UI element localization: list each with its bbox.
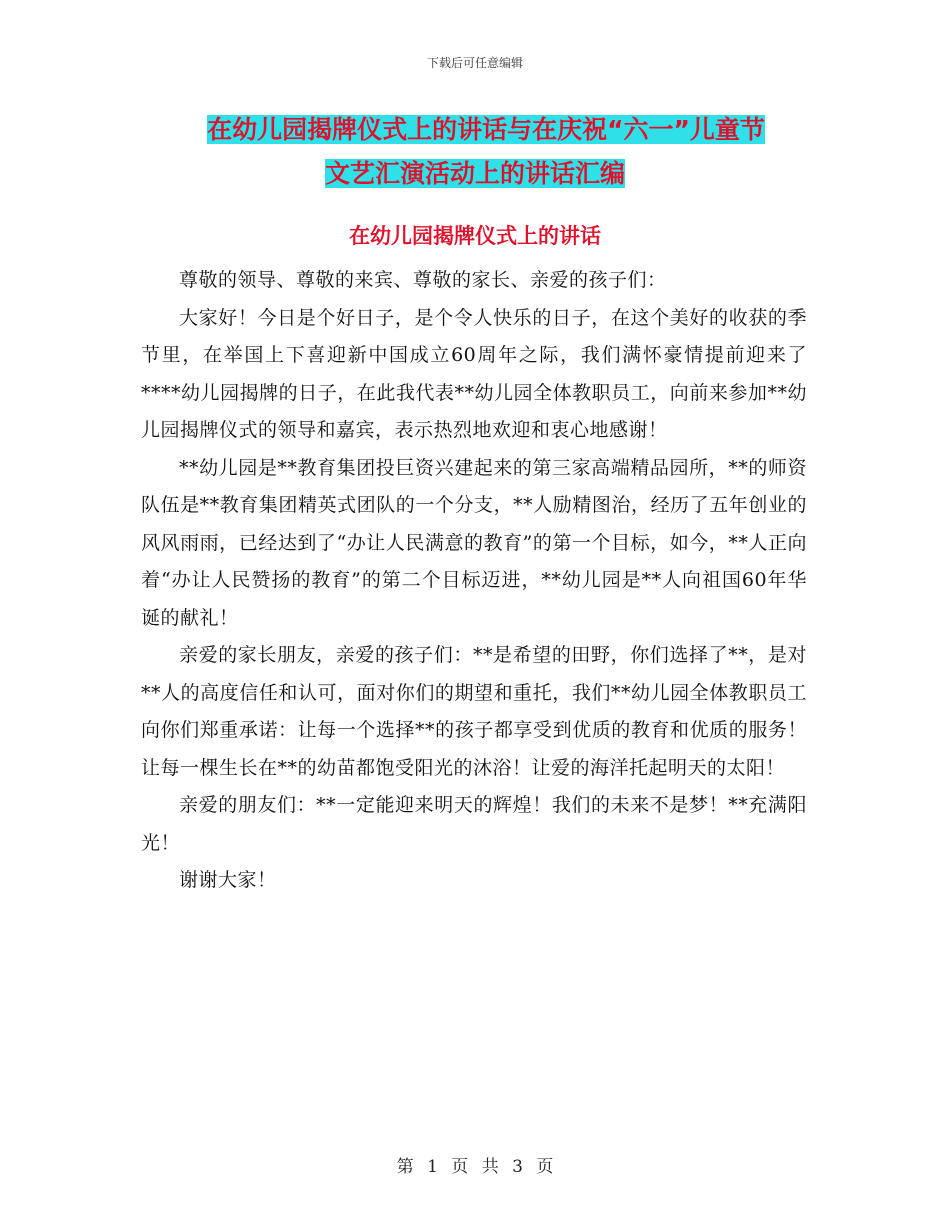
document-title-line-1 bbox=[0, 110, 950, 150]
section-title: 在幼儿园揭牌仪式上的讲话 bbox=[349, 224, 601, 248]
paragraph: **幼儿园是**教育集团投巨资兴建起来的第三家高端精品园所，**的师资队伍是**教育集团精英式团队的一个分支，**人励精图治，经历了五年创业的风风雨雨，已经达到了“办让人民满意的教育”的第一个目标，如今，**人正向着“办让人民赞扬的教育”的第二个目标迈进，**幼儿园是**人向祖国60年华诞的献礼！ bbox=[141, 456, 807, 629]
page-number-footer: 第 1 页 共 3 页 bbox=[396, 1157, 554, 1177]
paragraph: 亲爱的家长朋友，亲爱的孩子们：**是希望的田野，你们选择了**，是对**人的高度信任和认可，面对你们的期望和重托，我们**幼儿园全体教职员工向你们郑重承诺：让每一个选择**的孩子都享受到优质的教育和优质的服务！让每一棵生长在**的幼苗都饱受阳光的沐浴！让爱的海洋托起明天的太阳！ bbox=[141, 644, 807, 779]
document-title-text-1: 在幼儿园揭牌仪式上的讲话与在庆祝“六一”儿童节 bbox=[207, 115, 765, 144]
document-title-line-2 bbox=[0, 154, 950, 194]
paragraph-closing: 谢谢大家！ bbox=[179, 869, 277, 891]
header-note: 下载后可任意编辑 bbox=[426, 56, 523, 70]
paragraph-salutation: 尊敬的领导、尊敬的来宾、尊敬的家长、亲爱的孩子们： bbox=[179, 269, 667, 291]
paragraph: 大家好！今日是个好日子，是个令人快乐的日子，在这个美好的收获的季节里，在举国上下喜迎新中国成立60周年之际，我们满怀豪情提前迎来了****幼儿园揭牌的日子，在此我代表**幼儿园全体教职员工，向前来参加**幼儿园揭牌仪式的领导和嘉宾，表示热烈地欢迎和衷心地感谢！ bbox=[141, 306, 807, 441]
document-body bbox=[141, 262, 807, 900]
document-title-text-2: 文艺汇演活动上的讲话汇编 bbox=[324, 159, 625, 188]
paragraph: 亲爱的朋友们：**一定能迎来明天的辉煌！我们的未来不是梦！**充满阳光！ bbox=[141, 794, 807, 854]
